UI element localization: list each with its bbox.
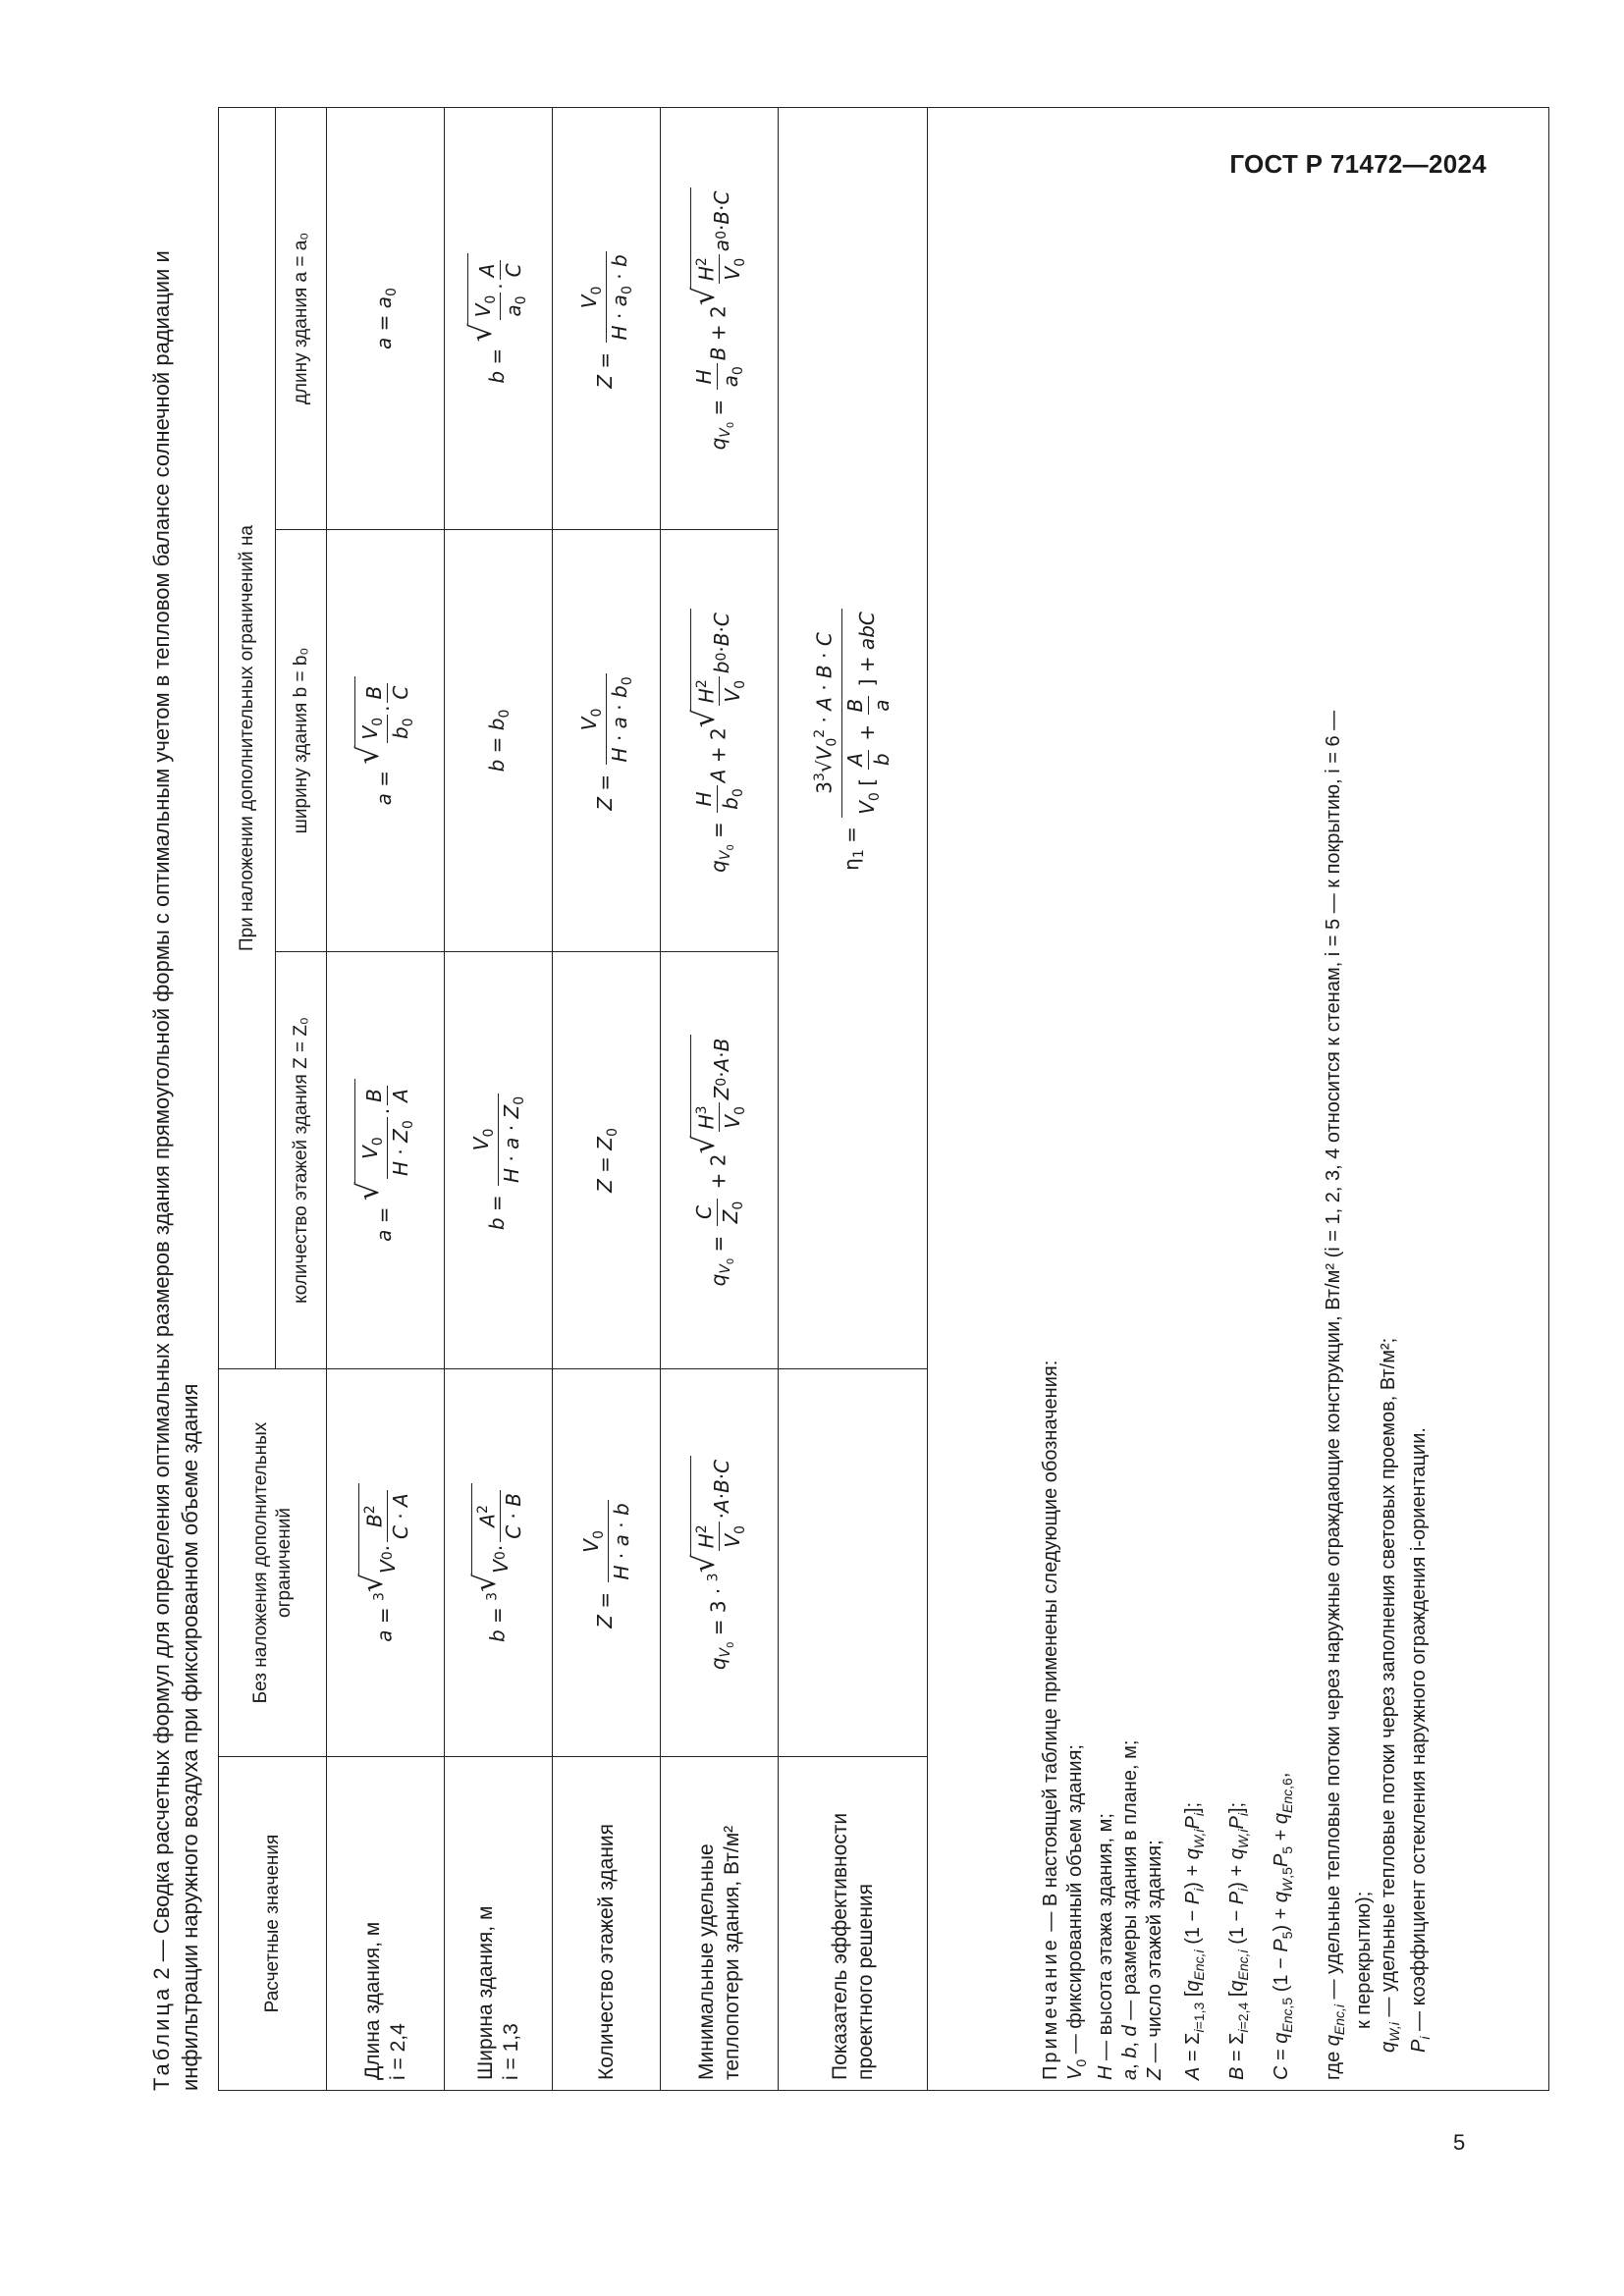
note-h: H — высота этажа здания, м; — [1095, 1813, 1116, 2080]
table-caption — [147, 108, 204, 2091]
formula-efficiency: $\eta_1$ = $3^3√V_0^2 \cdot A \cdot B \cdot C$ $V_0$ [ A b + B a ] + abC — [779, 107, 928, 1368]
rotated-table-block — [147, 108, 1600, 2091]
formula-width-floors: b = $V_0$ $H \cdot a \cdot Z_0$ — [445, 952, 553, 1369]
formula-width-length: b = √ $V_0$ $a_0$ · A C — [445, 107, 553, 529]
cell-efficiency-free — [779, 1369, 928, 1757]
row-label-efficiency: Показатель эффективности проектного решения — [779, 1757, 928, 2091]
table-row — [327, 107, 445, 2090]
formula-a-sum: $A = \Sigma_{i=1,3}$ [$q_{Enc,i}$ $(1 - P_i) + q_{W,i}P_i$]; — [1182, 1801, 1207, 2080]
formula-table — [218, 107, 1549, 2091]
formula-floors-free: Z = $V_0$ H · a · b — [553, 1369, 661, 1757]
formula-heat-free: $q_{V_0} = 3 \cdot ^3$ √ $H^2$ $V_0$ · A · B · C — [661, 1369, 779, 1757]
note-z: Z — число этажей здания; — [1144, 1840, 1165, 2080]
header-no-constraints: Без наложения дополнительных ограничений — [219, 1369, 327, 1757]
notes-intro: Примечание — В настоящей таблице применены следующие обозначения: — [1040, 1360, 1061, 2080]
formula-width-width: $b = b_0$ — [445, 530, 553, 952]
note-q-w: $q_{W,i}$ — удельные тепловые потоки через заполнения световых проемов, Вт/м²; — [1378, 1337, 1402, 2053]
formula-floors-width: Z = $V_0$ $H \cdot a \cdot b_0$ — [553, 530, 661, 952]
formula-heat-width: $q_{V_0}$ = H $b_0$ A + 2 √ $H^2$ $V_0$ b 0 · B · C — [661, 530, 779, 952]
table-row — [445, 107, 553, 2090]
page-number: 5 — [1453, 2130, 1466, 2155]
formula-c: $C = q_{Enc,5}$ $(1 - P_5) + q_{W,5}P_5 + q_{Enc,6}$, — [1271, 1772, 1295, 2080]
formula-heat-floors: $q_{V_0}$ = C $Z_0$ + 2 √ $H^3$ $V_0$ Z 0 · A · B — [661, 952, 779, 1369]
caption-text: 2 — Сводка расчетных формул для определения оптимальных размеров здания прямоугольной формы с оптимальным учетом в тепловом балансе солнечной радиации и инфильтрации наружного воздуха при фиксированном объеме здания — [149, 250, 202, 2091]
note-p: $P_i$ — коэффициент остекления наружного ограждения i-ориентации. — [1408, 1427, 1433, 2053]
row-label-length: Длина здания, м i = 2,4 — [327, 1757, 445, 2091]
table-row — [553, 107, 661, 2090]
header-length-constraint: длину здания a = a₀ — [276, 107, 327, 529]
row-label-floors: Количество этажей здания — [553, 1757, 661, 2091]
formula-floors-length: Z = $V_0$ $H \cdot a_0 \cdot b$ — [553, 107, 661, 529]
header-width-constraint: ширину здания b = b₀ — [276, 530, 327, 952]
note-q-enc: где $q_{Enc,i}$ — удельные тепловые потоки через наружные ограждающие конструкции, Вт/м² (i = 1, 2, 3, 4 относится к стенам, i = 5 — к покрытию, i = 6 — — [1323, 710, 1347, 2080]
row-label-width: Ширина здания, м i = 1,3 — [445, 1757, 553, 2091]
formula-length-width: a = √ $V_0$ $b_0$ · B C — [327, 530, 445, 952]
caption-prefix: Таблица — [149, 1985, 174, 2091]
formula-length-free: a = $^3$ √ V 0 · $B^2$ C · A — [327, 1369, 445, 1757]
formula-width-free: b = $^3$ √ V 0 · $A^2$ C · B — [445, 1369, 553, 1757]
row-label-heat-loss: Минимальные удельные теплопотери здания, Вт/м² — [661, 1757, 779, 2091]
formula-length-floors: a = √ $V_0$ $H \cdot Z_0$ · B A — [327, 952, 445, 1369]
formula-heat-length: $q_{V_0}$ = H $a_0$ B + 2 √ $H^2$ $V_0$ a 0 · B · C — [661, 107, 779, 529]
formula-floors-floors: $Z = Z_0$ — [553, 952, 661, 1369]
header-with-constraints: При наложении дополнительных ограничений на — [219, 107, 276, 1368]
note-q-enc-cont: к перекрытию); — [1353, 1891, 1375, 2029]
table-row — [779, 107, 928, 2090]
header-floors-constraint: количество этажей здания Z = Z₀ — [276, 952, 327, 1369]
note-abd: a, b, d — размеры здания в плане, м; — [1119, 1739, 1141, 2080]
table-row — [661, 107, 779, 2090]
formula-length-length: $a = a_0$ — [327, 107, 445, 529]
header-calc-values: Расчетные значения — [219, 1757, 327, 2091]
formula-b-sum: $B = \Sigma_{i=2,4}$ [$q_{Enc,i}$ $(1 - P_i) + q_{W,i}P_i$]; — [1226, 1801, 1251, 2080]
notes-row — [928, 107, 1549, 2090]
document-header: ГОСТ Р 71472—2024 — [1229, 149, 1487, 179]
note-v0: $V_0$ — фиксированный объем здания; — [1064, 1744, 1089, 2080]
notes-cell — [928, 107, 1549, 2090]
